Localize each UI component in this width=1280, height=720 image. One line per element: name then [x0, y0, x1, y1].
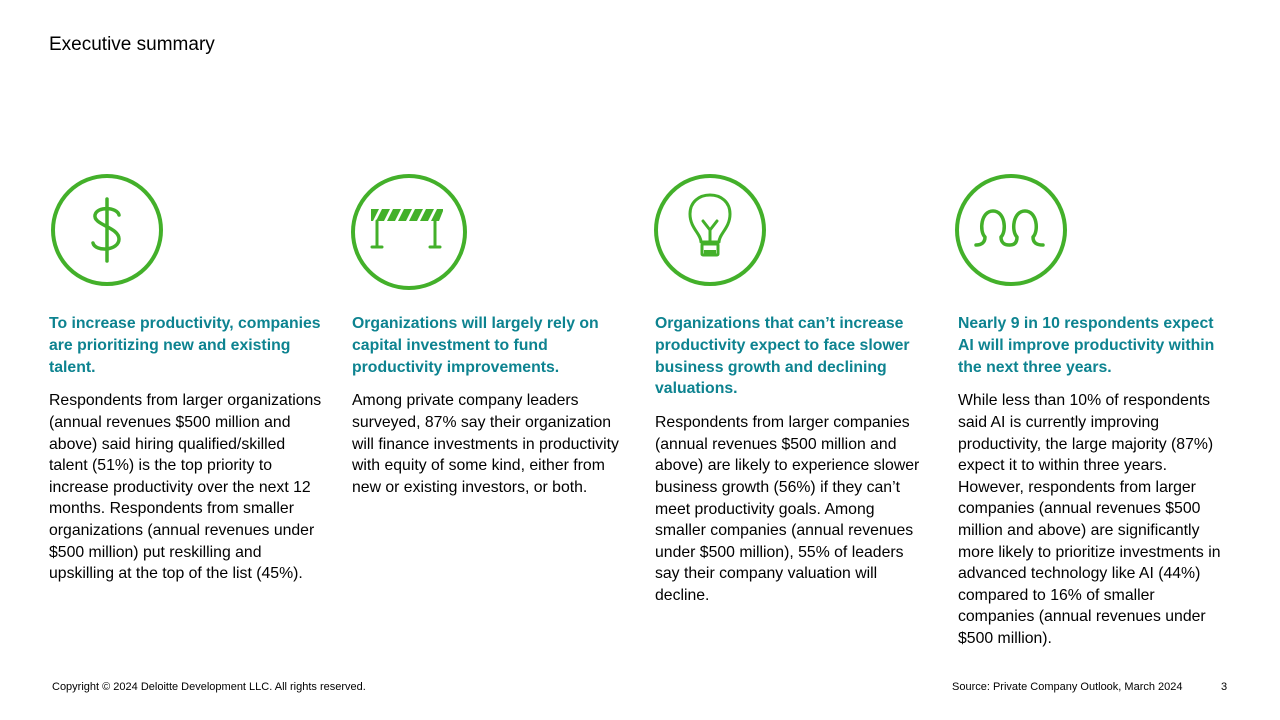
column-body: Respondents from larger companies (annual revenues $500 million and above) are likely to experience slower business growth (56%) if they can’t meet productivity goals. Among smaller companies (annual revenues under $500 million), 55% of leaders say their company valuation will decline.: [655, 414, 920, 604]
summary-column-capital: [352, 174, 627, 498]
barrier-icon: [351, 174, 467, 290]
column-heading: Organizations will largely rely on capital investment to fund productivity improvements.: [352, 315, 599, 376]
column-body: Respondents from larger organizations (annual revenues $500 million and above) said hiring qualified/skilled talent (51%) is the top priority to increase productivity over the next 12 months. Respondents from smaller organizations (annual revenues under $500 million) put reskilling and upskilling at the top of the list (45%).: [49, 392, 322, 583]
lightbulb-icon: [654, 174, 766, 286]
column-heading: Nearly 9 in 10 respondents expect AI will improve productivity within the next three years.: [958, 315, 1215, 376]
page-title: Executive summary: [49, 34, 215, 55]
column-heading: Organizations that can’t increase productivity expect to face slower business growth and declining valuations.: [655, 315, 910, 398]
column-body: While less than 10% of respondents said AI is currently improving productivity, the large majority (87%) expect it to within three years. However, respondents from larger companies (annual revenues $500 million and above) are significantly more likely to prioritize investments in advanced technology like AI (44%) compared to 16% of smaller companies (annual revenues under $500 million).: [958, 392, 1221, 647]
people-icon: [955, 174, 1067, 286]
copyright-text: Copyright © 2024 Deloitte Development LLC. All rights reserved.: [52, 681, 366, 693]
page-number: 3: [1221, 681, 1228, 693]
dollar-icon: [51, 174, 163, 286]
summary-column-ai: [958, 174, 1233, 650]
column-heading: To increase productivity, companies are prioritizing new and existing talent.: [49, 315, 321, 376]
summary-column-growth: [655, 174, 927, 607]
summary-column-talent: [49, 174, 324, 585]
column-body: Among private company leaders surveyed, 87% say their organization will finance investments in productivity with equity of some kind, either from new or existing investors, or both.: [352, 392, 619, 496]
source-text: Source: Private Company Outlook, March 2024: [952, 681, 1183, 693]
